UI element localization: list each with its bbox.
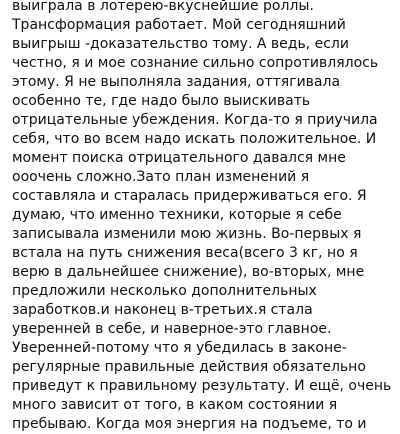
text-line: отрицательные убеждения. Когда-то я приучила [12, 112, 378, 128]
text-line: пребываю. Когда моя энергия на подъеме, то и [12, 416, 367, 432]
text-line: выиграла в лотерею-вкуснейшие роллы. [12, 0, 314, 14]
text-line: выигрыш -доказательство тому. А ведь, если [12, 36, 349, 52]
text-line: думаю, что именно техники, которые я себе [12, 207, 342, 223]
text-line: встала на путь снижения веса(всего 3 кг, но я [12, 245, 358, 261]
text-line: Уверенней-потому что я убедилась в законе- [12, 340, 347, 356]
text-line: уверенней в себе, и наверное-это главное. [12, 321, 332, 337]
text-line: заработков.и наконец в-третьих.я стала [12, 302, 313, 318]
text-line: записывала изменили мою жизнь. Во-первых я [12, 226, 362, 242]
text-line: много зависит от того, в каком состоянии я [12, 397, 338, 413]
text-line: момент поиска отрицательного давался мне [12, 150, 346, 166]
text-line: этому. Я не выполняла задания, оттягивала [12, 74, 341, 90]
text-line: Трансформация работает. Мой сегодняшний [12, 17, 346, 33]
text-line: ооочень сложно.Зато план изменений я [12, 169, 310, 185]
text-line: особенно те, где надо было выискивать [12, 93, 311, 109]
text-line: предложили несколько дополнительных [12, 283, 317, 299]
text-line: честно, я и мое сознание сильно сопротивлялось [12, 55, 379, 71]
text-line: верю в дальнейшее снижение), во-вторых, мне [12, 264, 365, 280]
text-line: составляла и старалась придерживаться его. Я [12, 188, 367, 204]
text-line: приведут к правильному результату. И ещё, очень [12, 378, 392, 394]
text-line: регулярные правильные действия обязательно [12, 359, 366, 375]
text-line: себя, что во всем надо искать положительное. И [12, 131, 377, 147]
